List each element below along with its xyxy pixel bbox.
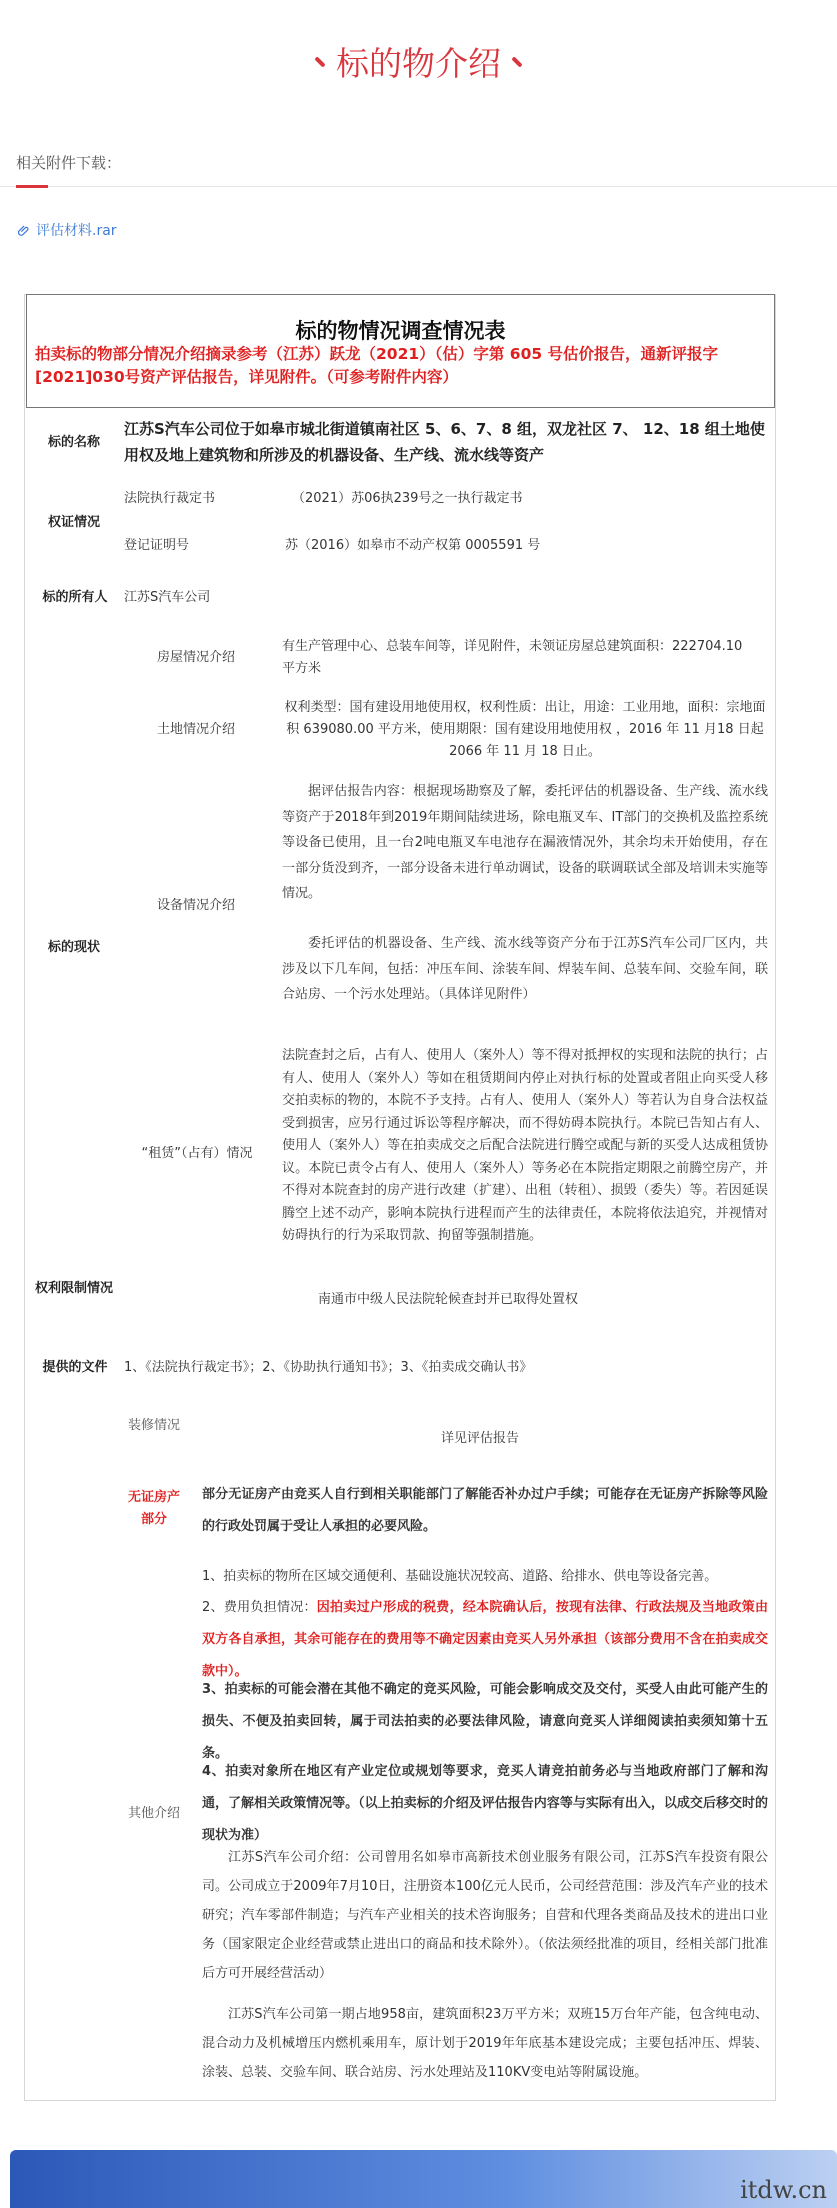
- rights-label: 权证情况: [47, 515, 100, 530]
- house-value: 有生产管理中心、总装车间等，详见附件，未领证房屋总建筑面积：222704.10 平方米: [282, 639, 743, 676]
- attachments-divider: [0, 186, 837, 187]
- equipment-paragraph-2: 委托评估的机器设备、生产线、流水线等资产分布于江苏S汽车公司厂区内，共涉及以下几车间，包括：冲压车间、涂装车间、焊装车间、总装车间、交验车间，联合站房、一个污水处理站。（具体详见附件）: [282, 936, 768, 1002]
- name-value: 江苏S汽车公司位于如皋市城北街道镇南社区 5、6、7、8 组，双龙社区 7、 12、18 组土地使用权及地上建筑物和所涉及的机器设备、生产线、流水线等资产: [124, 420, 765, 464]
- report-header: [26, 294, 775, 408]
- lease-value: 法院查封之后，占有人、使用人（案外人）等不得对抵押权的实现和法院的执行；占有人、使用人（案外人）等如在租赁期间内停止对执行标的处置或者阻止向买受人移交拍卖标的物的，本院不予支持。占有人、使用人（案外人）等若认为自身合法权益受到损害，应另行通过诉讼等程序解决，而不得妨碍本院执行。本院已告知占有人、使用人（案外人）等在拍卖成交之后配合法院进行腾空或配与新的买受人达成租赁协议。本院已责令占有人、使用人（案外人）等务必在本院指定期限之前腾空房产，并不得对本院查封的房产进行改建（扩建）、出租（转租）、损毁（委失）等。若因延误腾空上述不动产，影响本院执行进程而产生的法律责任，本院将依法追究，并视情对妨碍执行的行为采取罚款、拘留等强制措施。: [282, 1048, 768, 1243]
- owner-label: 标的所有人: [42, 590, 108, 605]
- decor-label: 装修情况: [127, 1418, 180, 1433]
- attachments-label: 相关附件下载：: [16, 154, 122, 172]
- other-item-1: 1、拍卖标的物所在区域交通便利、基础设施状况较高、道路、给排水、供电等设备完善。: [202, 1569, 718, 1584]
- company-paragraph-1: 江苏S汽车公司介绍：公司曾用名如皋市高新技术创业服务有限公司，江苏S汽车投资有限公司。公司成立于2009年7月10日，注册资本100亿元人民币，公司经营范围：涉及汽车产业的技术研究；汽车零部件制造；与汽车产业相关的技术咨询服务；自营和代理各类商品及技术的进出口业务（国家限定企业经营或禁止进出口的商品和技术除外）。（依法须经批准的项目，经相关部门批准后方可开展经营活动）: [202, 1850, 768, 1981]
- docs-value: 1、《法院执行裁定书》；2、《协助执行通知书》；3、《拍卖成交确认书》: [124, 1360, 533, 1375]
- nocert-value: 部分无证房产由竞买人自行到相关职能部门了解能否补办过户手续；可能存在无证房产拆除等风险的行政处罚属于受让人承担的必要风险。: [202, 1487, 768, 1534]
- report-title: 标的物情况调查情况表: [295, 319, 506, 343]
- decor-value: 详见评估报告: [440, 1431, 519, 1446]
- limit-label: 权利限制情况: [34, 1281, 113, 1296]
- other-label: 其他介绍: [127, 1806, 180, 1821]
- attachments-divider-accent: [16, 185, 48, 188]
- equipment-label: 设备情况介绍: [156, 898, 235, 913]
- report-subtitle: 拍卖标的物部分情况介绍摘录参考（江苏）跃龙（2021）（估）字第 605 号估价报告，通新评报字[2021]030号资产评估报告，详见附件。（可参考附件内容）: [35, 345, 719, 386]
- docs-label: 提供的文件: [42, 1360, 108, 1375]
- page-title-wrap: [0, 38, 837, 85]
- limit-value: 南通市中级人民法院轮候查封并已取得处置权: [317, 1292, 578, 1307]
- other-item-2-detail: 因拍卖过户形成的税费，经本院确认后，按现有法律、行政法规及当地政策由双方各自承担，其余可能存在的费用等不确定因素由竞买人另外承担（该部分费用不含在拍卖成交款中）。: [202, 1600, 768, 1679]
- attachment-link[interactable]: [16, 220, 117, 240]
- other-item-4: 4、拍卖对象所在地区有产业定位或规划等要求，竞买人请竞拍前务必与当地政府部门了解和沟通，了解相关政策情况等。（以上拍卖标的介绍及评估报告内容等与实际有出入，以成交后移交时的现状为准）: [202, 1764, 768, 1843]
- owner-value: 江苏S汽车公司: [124, 590, 211, 605]
- title-left-slash-icon: [314, 56, 325, 67]
- other-item-2-prefix: 2、费用负担情况：: [202, 1600, 317, 1615]
- land-label: 土地情况介绍: [156, 722, 235, 737]
- company-paragraph-2: 江苏S汽车公司第一期占地958亩，建筑面积23万平方米；双班15万台年产能，包含纯电动、混合动力及机械增压内燃机乘用车，原计划于2019年年底基本建设完成；主要包括冲压、焊装、涂装、总装、交验车间、联合站房、污水处理站及110KV变电站等附属设施。: [202, 2007, 768, 2080]
- name-label: 标的名称: [47, 435, 100, 450]
- cert-value: 苏（2016）如皋市不动产权第 0005591 号: [285, 538, 541, 553]
- lease-label: “租赁”（占有）情况: [141, 1146, 253, 1161]
- status-label: 标的现状: [47, 940, 100, 955]
- ruling-value: （2021）苏06执239号之一执行裁定书: [292, 491, 523, 506]
- paperclip-icon: [16, 223, 30, 237]
- equipment-paragraph-1: 据评估报告内容：根据现场勘察及了解，委托评估的机器设备、生产线、流水线等资产于2018年到2019年期间陆续进场，除电瓶叉车、IT部门的交换机及监控系统等设备已使用，且一台2吨电瓶叉车电池存在漏液情况外，其余均未开始使用，存在一部分货没到齐，一部分设备未进行单动调试，设备的联调联试全部及培训未实施等情况。: [282, 784, 768, 901]
- house-label: 房屋情况介绍: [156, 650, 235, 665]
- other-item-3: 3、拍卖标的可能会潜在其他不确定的竞买风险，可能会影响成交及交付，买受人由此可能产生的损失、不便及拍卖回转，属于司法拍卖的必要法律风险，请意向竞买人详细阅读拍卖须知第十五条。: [202, 1682, 768, 1761]
- land-value: 权利类型：国有建设用地使用权，权利性质：出让，用途：工业用地，面积：宗地面积 639080.00 平方米，使用期限：国有建设用地使用权 ，2016 年 11 月18 日起 2066 年 11 月 18 日止。: [284, 700, 766, 759]
- watermark-text: itdw.cn: [740, 2176, 827, 2204]
- page-title-text: 标的物介绍: [336, 44, 501, 83]
- title-right-slash-icon: [511, 56, 522, 67]
- attachment-filename[interactable]: 评估材料.rar: [36, 223, 117, 239]
- ruling-label: 法院执行裁定书: [124, 491, 216, 506]
- page-title: [318, 38, 519, 85]
- cert-label: 登记证明号: [124, 538, 190, 553]
- nocert-label: 无证房产部分: [127, 1490, 180, 1527]
- footer-banner: [10, 2150, 837, 2208]
